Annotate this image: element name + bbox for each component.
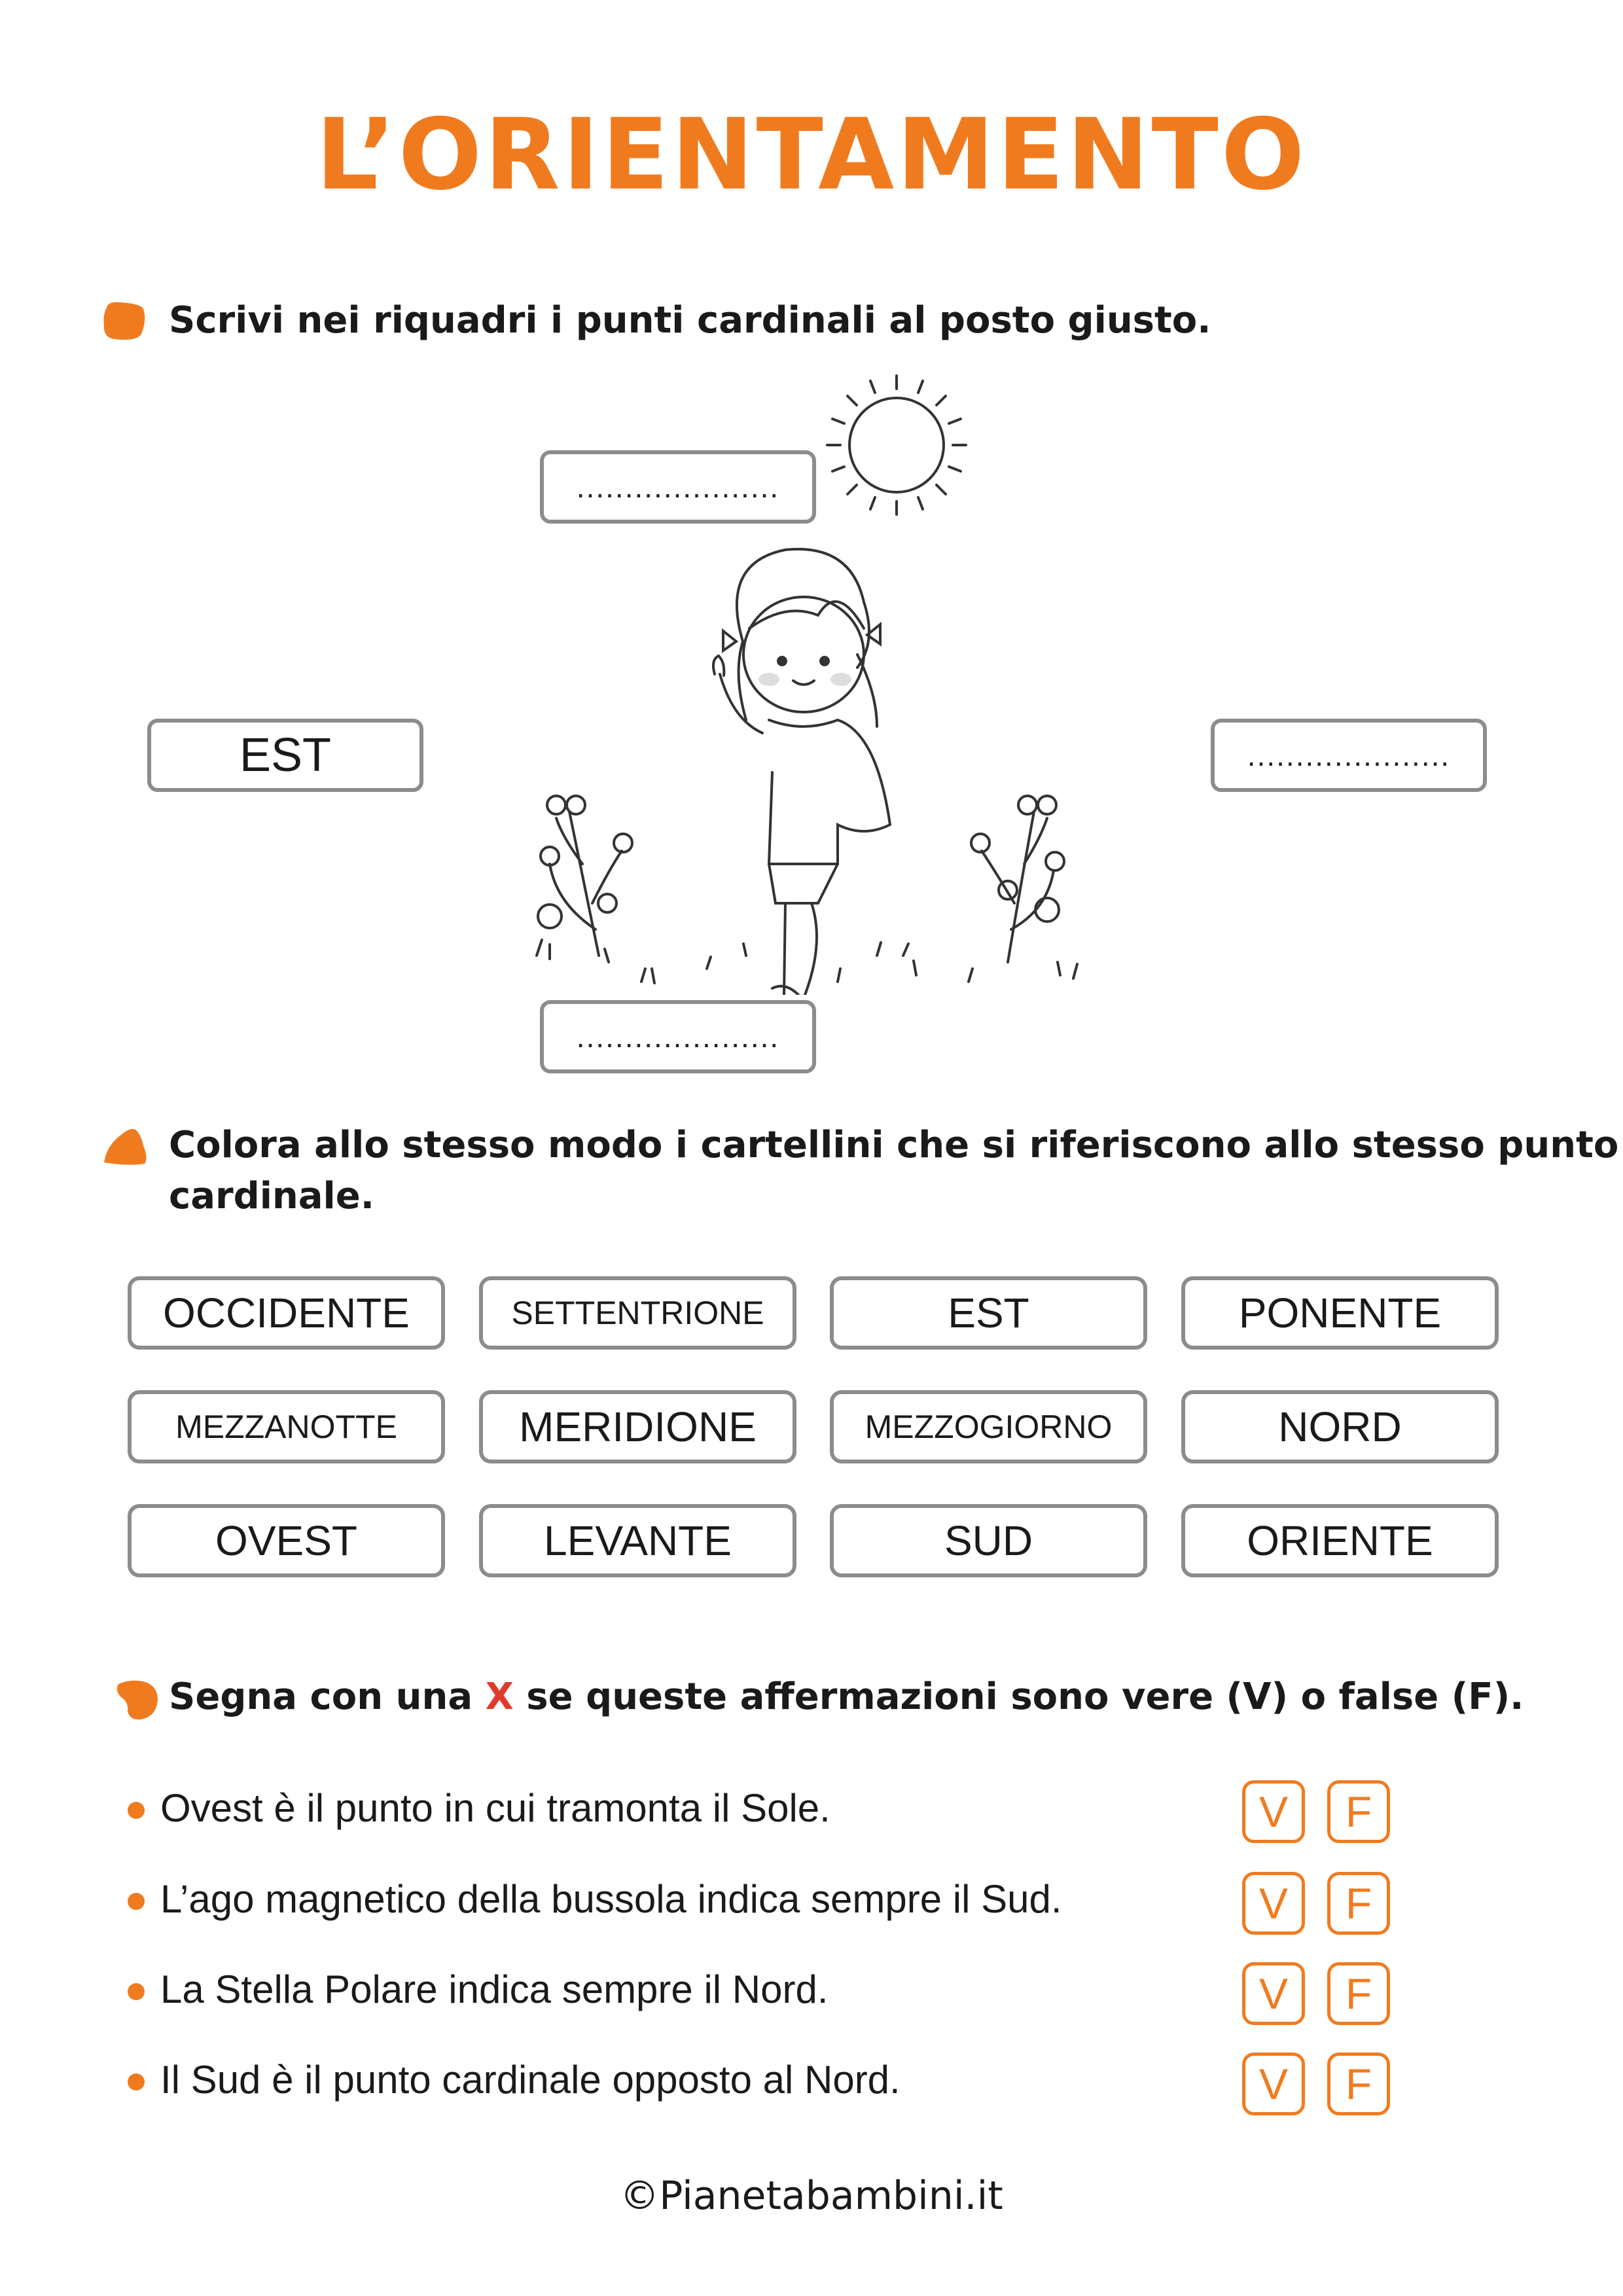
section3-instruction-d: ).: [1493, 1676, 1524, 1718]
section1-bullet-icon: [101, 301, 147, 342]
card-mezzanotte[interactable]: MEZZANOTTE: [128, 1390, 445, 1463]
card-mezzogiorno[interactable]: MEZZOGIORNO: [830, 1390, 1147, 1463]
statement-2: L’ago magnetico della bussola indica sempre il Sud.: [160, 1877, 1062, 1921]
section3-instruction-a: Segna con una: [169, 1676, 486, 1718]
plant-right-icon: [971, 796, 1064, 962]
sun-icon: [827, 376, 966, 514]
section2-instruction-line2: cardinale.: [169, 1175, 374, 1217]
card-occidente[interactable]: OCCIDENTE: [128, 1276, 445, 1350]
answer-box-left-text: EST: [239, 729, 332, 781]
card-settentrione[interactable]: SETTENTRIONE: [479, 1276, 796, 1350]
section2-instruction-line1: Colora allo stesso modo i cartellini che si riferiscono allo stesso punto: [169, 1124, 1619, 1166]
plant-left-icon: [538, 796, 632, 956]
statement-1-false-box[interactable]: F: [1327, 1780, 1390, 1843]
answer-box-bottom[interactable]: [540, 1000, 816, 1073]
answer-box-right[interactable]: [1211, 719, 1487, 792]
card-oriente[interactable]: ORIENTE: [1181, 1504, 1499, 1577]
statement-3: La Stella Polare indica sempre il Nord.: [160, 1967, 829, 2011]
answer-box-bottom-text: .....................: [576, 1020, 780, 1054]
card-levante[interactable]: LEVANTE: [479, 1504, 796, 1577]
statement-bullet-icon: [128, 1983, 145, 2000]
statement-3-true-box[interactable]: V: [1242, 1962, 1305, 2025]
footer-copyright: ©Pianetabambini.it: [620, 2173, 1003, 2219]
card-ovest[interactable]: OVEST: [128, 1504, 445, 1577]
statement-4: Il Sud è il punto cardinale opposto al Nord.: [160, 2058, 901, 2102]
statement-1: Ovest è il punto in cui tramonta il Sole.: [160, 1786, 830, 1830]
statement-2-false-box[interactable]: F: [1327, 1872, 1390, 1935]
section3-instruction: [169, 1672, 1524, 1722]
section3-instruction-b: se queste affermazioni sono vere (: [513, 1676, 1243, 1718]
answer-box-top-text: .....................: [576, 470, 780, 504]
section1-instruction: Scrivi nei riquadri i punti cardinali al posto giusto.: [169, 299, 1211, 342]
section3-instruction-c: ) o false (: [1271, 1676, 1469, 1718]
section2-bullet-icon: [101, 1126, 151, 1166]
statement-4-true-box[interactable]: V: [1242, 2053, 1305, 2115]
card-ponente[interactable]: PONENTE: [1181, 1276, 1499, 1350]
girl-illustration: [510, 367, 1113, 995]
statement-bullet-icon: [128, 1893, 145, 1910]
statement-2-true-box[interactable]: V: [1242, 1872, 1305, 1935]
statement-1-true-box[interactable]: V: [1242, 1780, 1305, 1843]
statement-4-false-box[interactable]: F: [1327, 2053, 1390, 2115]
card-meridione[interactable]: MERIDIONE: [479, 1390, 796, 1463]
statement-bullet-icon: [128, 2073, 145, 2090]
card-sud[interactable]: SUD: [830, 1504, 1147, 1577]
answer-box-right-text: .....................: [1247, 738, 1451, 772]
statement-3-false-box[interactable]: F: [1327, 1962, 1390, 2025]
card-nord[interactable]: NORD: [1181, 1390, 1499, 1463]
true-mark-label: V: [1243, 1676, 1272, 1718]
card-est[interactable]: EST: [830, 1276, 1147, 1350]
answer-box-left: [147, 719, 423, 792]
x-mark-label: X: [485, 1676, 514, 1718]
statement-bullet-icon: [128, 1802, 145, 1819]
false-mark-label: F: [1468, 1676, 1493, 1718]
page-title: L’ORIENTAMENTO: [315, 98, 1308, 212]
section3-bullet-icon: [115, 1679, 160, 1722]
